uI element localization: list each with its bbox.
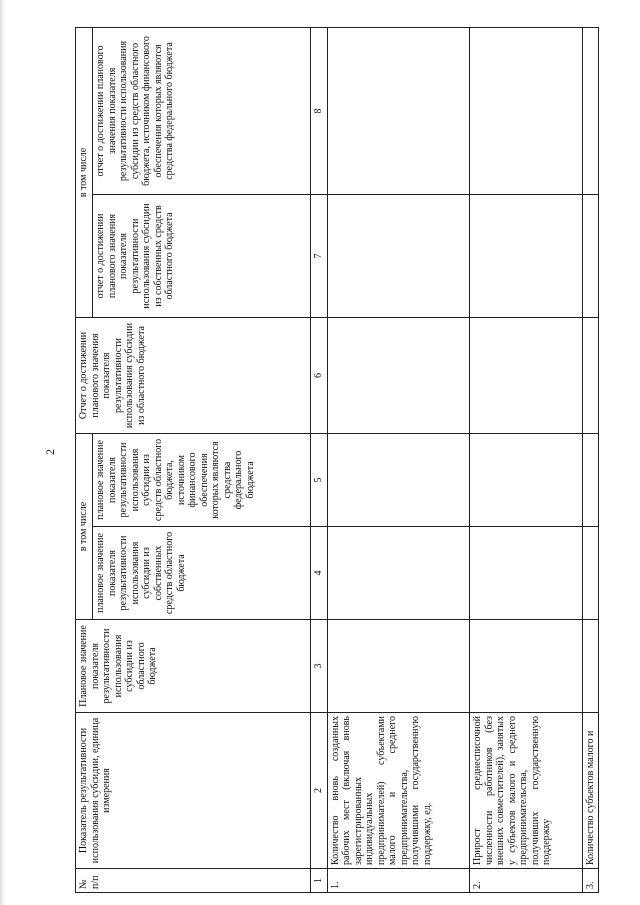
row-cell bbox=[470, 27, 582, 194]
column-number: 4 bbox=[311, 527, 328, 620]
header-report: Отчет о достижении планового значения показателя результативности использования субсидии из областного бюджета bbox=[76, 317, 311, 433]
header-indicator: Показатель результативности использования субсидии, единица измерения bbox=[76, 713, 311, 869]
row-num: 2. bbox=[470, 869, 582, 893]
subsidy-indicators-table bbox=[75, 27, 599, 893]
header-planned-fed: плановое значение показателя результативности использования субсидии из средств областного бюджета, источником финансового обеспечения которых являются средства федерального бюджета bbox=[93, 433, 311, 526]
row-cell bbox=[470, 433, 582, 526]
column-number: 8 bbox=[311, 27, 328, 194]
header-num: № п/п bbox=[76, 869, 311, 893]
header-planned-own: плановое значение показателя результативности использования субсидии из собственных средств областного бюджета bbox=[93, 527, 311, 620]
table-row bbox=[327, 27, 470, 892]
row-num: 3. bbox=[582, 869, 599, 893]
row-cell bbox=[327, 620, 470, 713]
header-incl-planned: в том числе bbox=[76, 433, 93, 619]
row-cell bbox=[327, 27, 470, 194]
table-row bbox=[470, 27, 582, 892]
header-report-fed: отчет о достижении планового значения показателя результативности использования субсидии из средств областного бюджета, источником финансового обеспечения которых являются средства федерального бюджета bbox=[93, 27, 311, 194]
row-cell bbox=[327, 194, 470, 317]
column-number: 7 bbox=[311, 194, 328, 317]
row-cell bbox=[582, 27, 599, 194]
row-num: 1. bbox=[327, 869, 470, 893]
row-cell bbox=[582, 433, 599, 526]
column-number: 5 bbox=[311, 433, 328, 526]
column-number: 6 bbox=[311, 317, 328, 433]
header-planned: Плановое значение показателя результативности использования субсидии из областного бюджета bbox=[76, 620, 311, 713]
row-cell bbox=[470, 527, 582, 620]
row-cell bbox=[582, 620, 599, 713]
row-indicator-text: Прирост среднесписочной численности работников (без внешних совместителей), занятых у субъектов малого и среднего предпринимательства, получивших государственную поддержку bbox=[470, 713, 582, 869]
table-row bbox=[582, 27, 599, 892]
row-cell bbox=[327, 317, 470, 433]
header-incl-report: в том числе bbox=[76, 27, 93, 317]
row-cell bbox=[582, 194, 599, 317]
row-indicator-text: Количество вновь созданных рабочих мест (включая вновь зарегистрированных индивидуальных предпринимателей) субъектами малого и среднего предпринимательства, получившими государственную поддержку, ед. bbox=[327, 713, 470, 869]
row-cell bbox=[470, 194, 582, 317]
row-cell bbox=[582, 317, 599, 433]
row-cell bbox=[470, 620, 582, 713]
column-number: 2 bbox=[311, 713, 328, 869]
header-report-own: отчет о достижении планового значения показателя результативности использования субсидии из собственных средств областного бюджета bbox=[93, 194, 311, 317]
row-cell bbox=[327, 527, 470, 620]
column-number: 3 bbox=[311, 620, 328, 713]
column-number: 1 bbox=[311, 869, 328, 893]
row-indicator-text: Количество субъектов малого и bbox=[582, 713, 599, 869]
row-cell bbox=[327, 433, 470, 526]
page-number: 2 bbox=[43, 449, 57, 455]
row-cell bbox=[470, 317, 582, 433]
column-number-row bbox=[311, 27, 328, 892]
row-cell bbox=[582, 527, 599, 620]
rotated-page-content bbox=[75, 28, 599, 893]
